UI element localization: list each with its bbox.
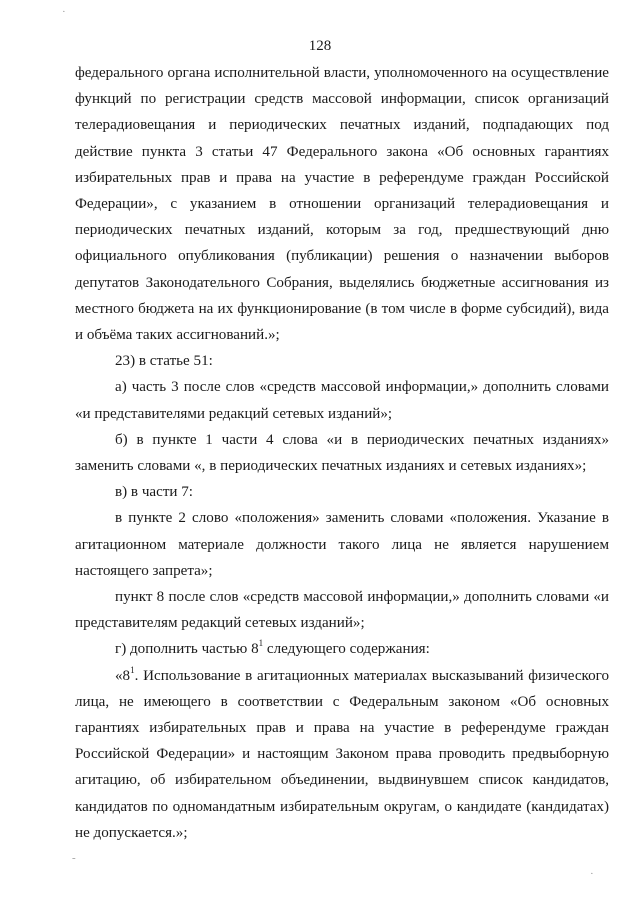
paragraph-point-8: пункт 8 после слов «средств массовой информации,» дополнить словами «и представителям редакций сетевых изданий»; [75,589,609,632]
part-8-1-text: . Использование в агитационных материалах высказываний физического лица, не имеющего в соответствии с Федеральным законом «Об основных гарантиях избирательных прав и права на участие в референдуме граждан Российской Федерации» и настоящим Законом права проводить предвыборную агитацию, об избирательном объединении, выдвинувшем список кандидатов, кандидатов по одномандатным избирательным округам, о кандидате (кандидатах) не допускается.»; [75,667,609,841]
paragraph-part-8-1 [75,663,609,846]
scan-speck: · [590,868,594,880]
document-body [75,60,609,846]
paragraph-item-g [75,636,609,662]
superscript: 1 [258,638,264,649]
superscript: 1 [130,664,135,675]
paragraph-point-2: в пункте 2 слово «положения» заменить словами «положения. Указание в агитационном материале должности такого лица не является нарушением настоящего запрета»; [75,510,609,579]
paragraph-item-b: б) в пункте 1 части 4 слова «и в периодических печатных изданиях» заменить словами «, в периодических печатных изданиях и сетевых изданиях»; [75,431,609,475]
scan-speck: - [72,852,76,864]
paragraph-continuation: федерального органа исполнительной власти, уполномоченного на осуществление функций по регистрации средств массовой информации, список организаций телерадиовещания и периодических печатных изданий, подпадающих под действие пункта 3 статьи 47 Федерального закона «Об основных гарантиях избирательных прав и права на участие в референдуме граждан Российской Федерации», с указанием в отношении организаций телерадиовещания и периодических печатных изданий, которым за год, предшествующий дню официального опубликования (публикации) решения о назначении выборов депутатов Законодательного Собрания, выделялись бюджетные ассигнования из местного бюджета на их функционирование (в том числе в форме субсидий), вида и объёма таких ассигнований.»; [75,65,609,344]
paragraph-item-v: в) в части 7: [115,484,194,501]
item-g-text-end: следующего содержания: [263,641,430,658]
scan-speck: · [62,6,66,18]
page-number: 128 [308,38,332,54]
part-8-1-number: «8 [115,667,131,684]
paragraph-item-a: а) часть 3 после слов «средств массовой информации,» дополнить словами «и представителями редакций сетевых изданий»; [75,379,609,422]
paragraph-item-23: 23) в статье 51: [115,353,213,370]
item-g-text: г) дополнить частью 8 [115,641,259,658]
